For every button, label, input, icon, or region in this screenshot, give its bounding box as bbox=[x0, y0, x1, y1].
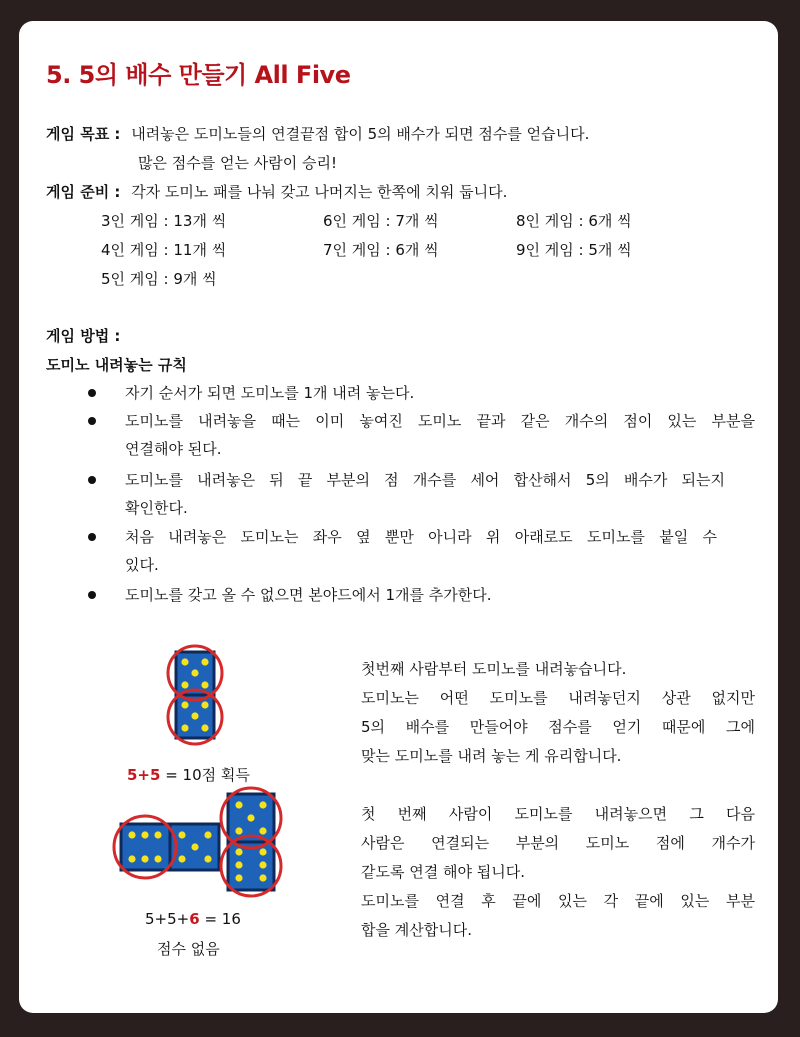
goal-text-2: 많은 점수를 얻는 사람이 승리! bbox=[138, 154, 337, 172]
method-label: 게임 방법 : bbox=[46, 327, 121, 345]
page-title: 5. 5의 배수 만들기 All Five bbox=[46, 61, 351, 89]
rule-3: 도미노를 내려놓은 뒤 끝 부분의 점 개수를 세어 합산해서 5의 배수가 되는지 확인한다. bbox=[125, 471, 725, 517]
players-7: 7인 게임 : 6개 씩 bbox=[323, 241, 439, 259]
example-1-sum: 5+5 bbox=[127, 766, 161, 784]
rules-title: 도미노 내려놓는 규칙 bbox=[46, 356, 187, 374]
domino-diagram-1 bbox=[150, 640, 240, 750]
players-9: 9인 게임 : 5개 씩 bbox=[516, 241, 632, 259]
bullet-dot bbox=[88, 476, 96, 484]
prep-text: 각자 도미노 패를 나눠 갖고 나머지는 한쪽에 치워 둡니다. bbox=[131, 183, 508, 201]
explain-paragraph-2: 첫 번째 사람이 도미노를 내려놓으면 그 다음 사람은 연결되는 부분의 도미노 점에 개수가 같도록 연결 해야 됩니다. 도미노를 연결 후 끝에 있는 각 끝에 있는 부분 합을 계산합니다. bbox=[361, 805, 755, 939]
rule-5: 도미노를 갖고 올 수 없으면 본야드에서 1개를 추가한다. bbox=[125, 586, 492, 604]
bullet-dot bbox=[88, 533, 96, 541]
example-2-highlight: 6 bbox=[189, 910, 200, 928]
example-2-prefix: 5+5+ bbox=[145, 910, 190, 928]
players-6: 6인 게임 : 7개 씩 bbox=[323, 212, 439, 230]
bullet-dot bbox=[88, 389, 96, 397]
prep-label: 게임 준비 : bbox=[46, 183, 121, 201]
goal-label: 게임 목표 : bbox=[46, 125, 121, 143]
players-4: 4인 게임 : 11개 씩 bbox=[101, 241, 227, 259]
domino-diagram-2 bbox=[105, 782, 300, 902]
example-1-result: = 10점 획득 bbox=[160, 766, 250, 784]
bullet-dot bbox=[88, 417, 96, 425]
prep-row bbox=[46, 181, 507, 202]
rule-4: 처음 내려놓은 도미노는 좌우 옆 뿐만 아니라 위 아래로도 도미노를 붙일 수 있다. bbox=[125, 528, 717, 574]
bullet-dot bbox=[88, 591, 96, 599]
rule-1: 자기 순서가 되면 도미노를 1개 내려 놓는다. bbox=[125, 384, 415, 402]
players-5: 5인 게임 : 9개 씩 bbox=[101, 270, 217, 288]
players-8: 8인 게임 : 6개 씩 bbox=[516, 212, 632, 230]
example-2-result: = 16 bbox=[199, 910, 241, 928]
rule-2: 도미노를 내려놓을 때는 이미 놓여진 도미노 끝과 같은 개수의 점이 있는 부분을 연결해야 된다. bbox=[125, 412, 755, 458]
goal-row bbox=[46, 123, 589, 144]
example-2-caption bbox=[145, 910, 241, 928]
goal-text: 내려놓은 도미노들의 연결끝점 합이 5의 배수가 되면 점수를 얻습니다. bbox=[131, 125, 590, 143]
players-3: 3인 게임 : 13개 씩 bbox=[101, 212, 227, 230]
explain-paragraph-1: 첫번째 사람부터 도미노를 내려놓습니다. 도미노는 어떤 도미노를 내려놓던지 상관 없지만 5의 배수를 만들어야 점수를 얻기 때문에 그에 맞는 도미노를 내려 놓는 게 유리합니다. bbox=[361, 660, 755, 765]
example-2-note: 점수 없음 bbox=[157, 940, 220, 958]
